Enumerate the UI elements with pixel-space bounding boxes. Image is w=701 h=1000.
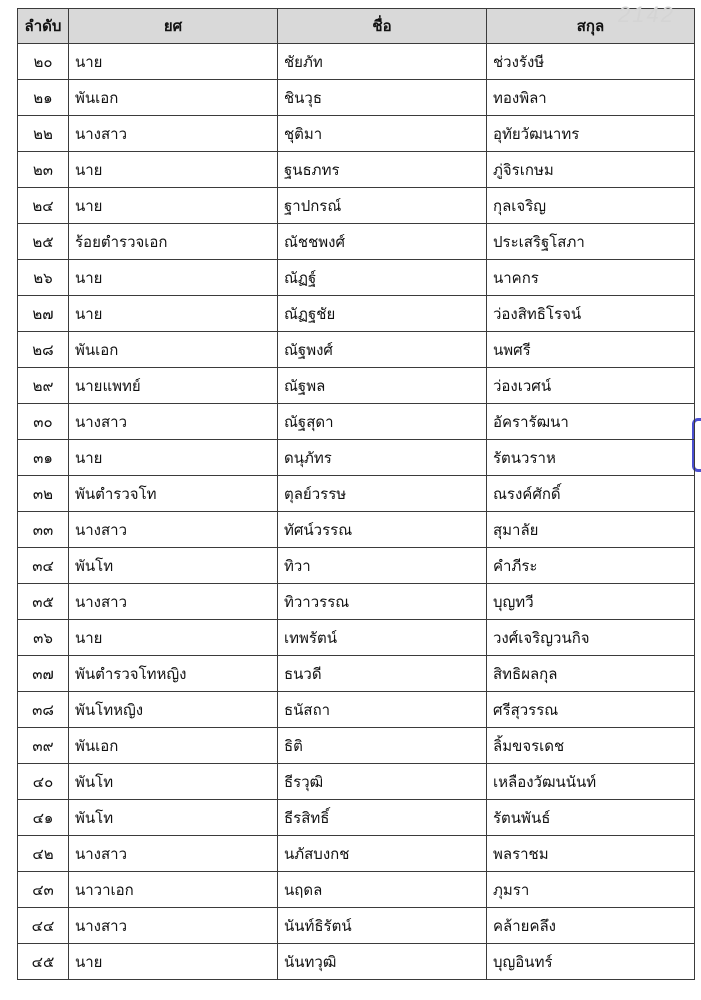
cell-surname: รัตนวราห	[487, 440, 695, 476]
cell-first-name: นฤดล	[278, 872, 487, 908]
cell-first-name: ธีรสิทธิ์	[278, 800, 487, 836]
cell-surname: อุทัยวัฒนาทร	[487, 116, 695, 152]
cell-sequence: ๓๓	[18, 512, 69, 548]
cell-rank: นางสาว	[69, 116, 278, 152]
table-row	[18, 116, 695, 152]
cell-first-name: ณัฐพงศ์	[278, 332, 487, 368]
header-first-name: ชื่อ	[278, 9, 487, 44]
cell-first-name: นันท์ธิรัตน์	[278, 908, 487, 944]
cell-first-name: ทิวาวรรณ	[278, 584, 487, 620]
table-row	[18, 728, 695, 764]
table-row	[18, 692, 695, 728]
table-row	[18, 152, 695, 188]
table-row	[18, 512, 695, 548]
cell-sequence: ๓๑	[18, 440, 69, 476]
cell-surname: วงศ์เจริญวนกิจ	[487, 620, 695, 656]
cell-surname: ลิ้มขจรเดช	[487, 728, 695, 764]
cell-surname: บุญทวี	[487, 584, 695, 620]
cell-sequence: ๓๔	[18, 548, 69, 584]
cell-first-name: ดนุภัทร	[278, 440, 487, 476]
header-rank: ยศ	[69, 9, 278, 44]
table-row	[18, 404, 695, 440]
cell-sequence: ๒๙	[18, 368, 69, 404]
cell-rank: นางสาว	[69, 404, 278, 440]
cell-rank: พันโท	[69, 800, 278, 836]
table-row	[18, 332, 695, 368]
cell-rank: พันตำรวจโท	[69, 476, 278, 512]
cell-sequence: ๔๒	[18, 836, 69, 872]
cell-surname: ณรงค์ศักดิ์	[487, 476, 695, 512]
table-row	[18, 368, 695, 404]
cell-surname: นพศรี	[487, 332, 695, 368]
cell-rank: พันโท	[69, 548, 278, 584]
cell-surname: ประเสริฐโสภา	[487, 224, 695, 260]
cell-sequence: ๓๒	[18, 476, 69, 512]
cell-surname: ภู่จิรเกษม	[487, 152, 695, 188]
cell-surname: คล้ายคลึง	[487, 908, 695, 944]
cell-first-name: ณัฏฐชัย	[278, 296, 487, 332]
cell-sequence: ๔๓	[18, 872, 69, 908]
cell-sequence: ๔๑	[18, 800, 69, 836]
cell-sequence: ๓๗	[18, 656, 69, 692]
table-row	[18, 620, 695, 656]
cell-first-name: ณัฐสุดา	[278, 404, 487, 440]
cell-rank: นาย	[69, 44, 278, 80]
cell-rank: นางสาว	[69, 584, 278, 620]
table-row	[18, 188, 695, 224]
cell-rank: นาย	[69, 296, 278, 332]
cell-first-name: ทิวา	[278, 548, 487, 584]
cell-first-name: ธีรวุฒิ	[278, 764, 487, 800]
cell-rank: นาย	[69, 260, 278, 296]
cell-surname: ช่วงรังษี	[487, 44, 695, 80]
header-sequence: ลำดับ	[18, 9, 69, 44]
cell-sequence: ๓๖	[18, 620, 69, 656]
table-row	[18, 872, 695, 908]
cell-surname: รัตนพันธ์	[487, 800, 695, 836]
cell-rank: นาย	[69, 188, 278, 224]
page-number-watermark: 2142	[618, 2, 675, 27]
table-row	[18, 440, 695, 476]
table-row	[18, 224, 695, 260]
cell-surname: อัครารัฒนา	[487, 404, 695, 440]
cell-sequence: ๓๙	[18, 728, 69, 764]
table-row	[18, 296, 695, 332]
table-row	[18, 944, 695, 980]
cell-first-name: เทพรัตน์	[278, 620, 487, 656]
cell-first-name: ธนวดี	[278, 656, 487, 692]
cell-sequence: ๔๔	[18, 908, 69, 944]
cell-rank: นาย	[69, 152, 278, 188]
cell-sequence: ๒๒	[18, 116, 69, 152]
cell-rank: นางสาว	[69, 512, 278, 548]
cell-surname: กุลเจริญ	[487, 188, 695, 224]
cell-rank: นางสาว	[69, 836, 278, 872]
table-row	[18, 656, 695, 692]
cell-sequence: ๓๐	[18, 404, 69, 440]
cell-sequence: ๓๕	[18, 584, 69, 620]
cell-first-name: ตุลย์วรรษ	[278, 476, 487, 512]
cell-rank: นาย	[69, 440, 278, 476]
roster-table	[17, 8, 695, 980]
cell-first-name: ณัฏฐ์	[278, 260, 487, 296]
table-row	[18, 80, 695, 116]
cell-sequence: ๒๓	[18, 152, 69, 188]
cell-rank: นาย	[69, 620, 278, 656]
table-row	[18, 260, 695, 296]
cell-rank: นายแพทย์	[69, 368, 278, 404]
cell-first-name: ธนัสถา	[278, 692, 487, 728]
cell-surname: ว่องสิทธิโรจน์	[487, 296, 695, 332]
cell-rank: พันโทหญิง	[69, 692, 278, 728]
cell-surname: สิทธิผลกุล	[487, 656, 695, 692]
cell-rank: พันเอก	[69, 728, 278, 764]
cell-surname: คำภีระ	[487, 548, 695, 584]
cell-sequence: ๒๐	[18, 44, 69, 80]
cell-sequence: ๒๘	[18, 332, 69, 368]
cell-surname: นาคกร	[487, 260, 695, 296]
cell-first-name: ชุติมา	[278, 116, 487, 152]
cell-sequence: ๒๑	[18, 80, 69, 116]
cell-surname: ว่องเวศน์	[487, 368, 695, 404]
cell-surname: บุญอินทร์	[487, 944, 695, 980]
cell-first-name: นันทวุฒิ	[278, 944, 487, 980]
cell-first-name: ชินวุธ	[278, 80, 487, 116]
cell-sequence: ๔๐	[18, 764, 69, 800]
cell-rank: พันตำรวจโทหญิง	[69, 656, 278, 692]
header-row	[18, 9, 695, 44]
cell-first-name: ฐนธภทร	[278, 152, 487, 188]
cell-rank: นาวาเอก	[69, 872, 278, 908]
cell-first-name: ทัศน์วรรณ	[278, 512, 487, 548]
cell-surname: ภุมรา	[487, 872, 695, 908]
header-surname: สกุล	[487, 9, 695, 44]
cell-surname: เหลืองวัฒนนันท์	[487, 764, 695, 800]
table-row	[18, 836, 695, 872]
table-row	[18, 44, 695, 80]
cell-rank: นางสาว	[69, 908, 278, 944]
cell-surname: ทองพิลา	[487, 80, 695, 116]
cell-sequence: ๔๕	[18, 944, 69, 980]
cell-surname: สุมาลัย	[487, 512, 695, 548]
cell-first-name: ธิติ	[278, 728, 487, 764]
cell-first-name: ชัยภัท	[278, 44, 487, 80]
table-row	[18, 908, 695, 944]
cell-first-name: ฐาปกรณ์	[278, 188, 487, 224]
cell-sequence: ๒๕	[18, 224, 69, 260]
cell-rank: พันเอก	[69, 80, 278, 116]
cell-surname: ศรีสุวรรณ	[487, 692, 695, 728]
cell-surname: พลราชม	[487, 836, 695, 872]
cell-first-name: ณัฐพล	[278, 368, 487, 404]
cell-rank: ร้อยตำรวจเอก	[69, 224, 278, 260]
cell-rank: นาย	[69, 944, 278, 980]
cell-rank: พันโท	[69, 764, 278, 800]
cell-first-name: นภัสบงกช	[278, 836, 487, 872]
table-row	[18, 548, 695, 584]
table-row	[18, 476, 695, 512]
cell-sequence: ๒๖	[18, 260, 69, 296]
table-row	[18, 800, 695, 836]
cell-first-name: ณัชชพงศ์	[278, 224, 487, 260]
cell-sequence: ๓๘	[18, 692, 69, 728]
cell-sequence: ๒๗	[18, 296, 69, 332]
cell-rank: พันเอก	[69, 332, 278, 368]
cell-sequence: ๒๔	[18, 188, 69, 224]
table-row	[18, 584, 695, 620]
table-row	[18, 764, 695, 800]
